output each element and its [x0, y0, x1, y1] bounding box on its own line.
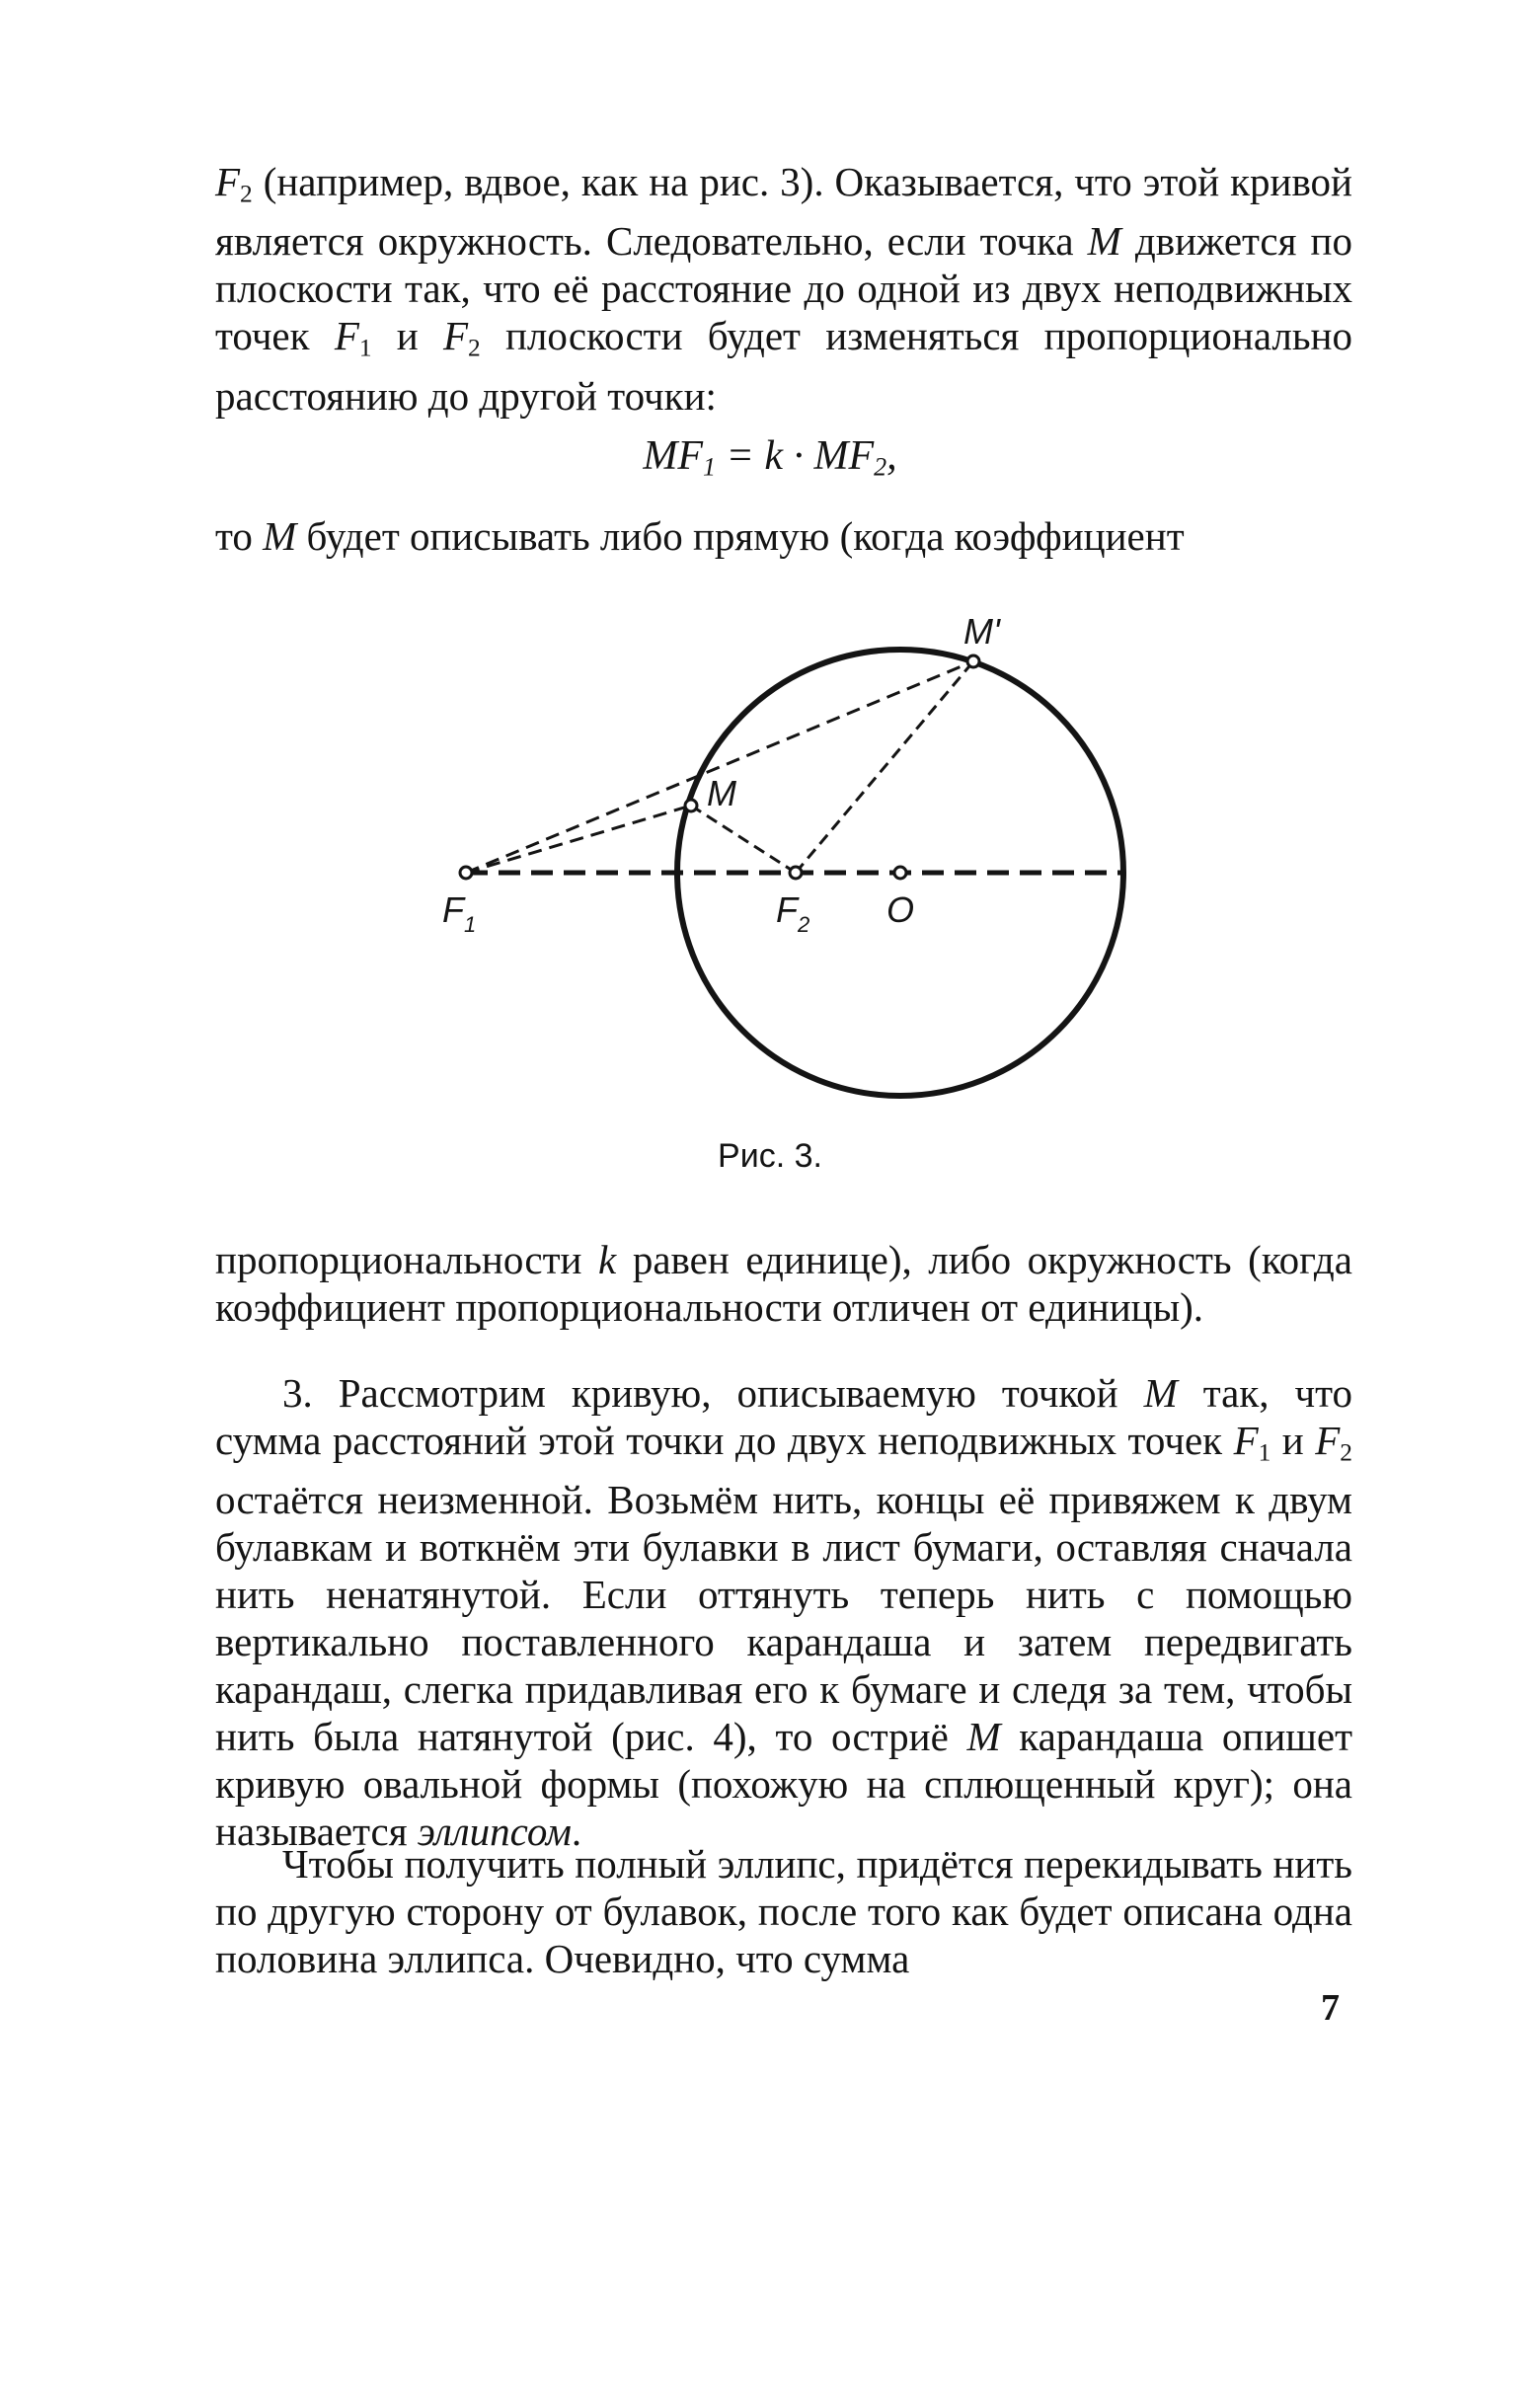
text: остаётся неизменной. Возьмём нить, концы её привяжем к двум булавкам и воткнём эти булавки в лист бумаги, оставляя сначала нить ненатянутой. Если оттянуть теперь нить с помощью вертикально поставленного карандаша и затем передвигать карандаш, слегка придавливая его к бумаге и следя за тем, чтобы нить была натянутой (рис. 4), то остриё: [215, 1477, 1352, 1760]
text: и: [371, 313, 443, 359]
formula-part: = k · MF: [716, 433, 875, 479]
page-number: 7: [1321, 1987, 1340, 2029]
sub: 2: [1340, 1438, 1352, 1467]
point-o: [894, 867, 906, 879]
text: будет описывать либо прямую (когда коэффициент: [296, 513, 1185, 559]
label-o: O: [886, 889, 915, 930]
text: так, что сумма расстояний этой точки до двух неподвижных точек: [215, 1370, 1352, 1463]
var-f: F: [334, 313, 359, 359]
var-k: k: [598, 1237, 617, 1282]
sub: 1: [703, 452, 717, 482]
var-f: F: [1233, 1418, 1259, 1463]
line-m-f2: [691, 806, 796, 873]
point-f1: [460, 867, 472, 879]
line-f1-mprime: [466, 661, 973, 873]
text: движется по плоскости так, что её расстояние до одной из двух неподвижных точек: [215, 218, 1352, 359]
sub: 1: [1258, 1438, 1271, 1467]
label-m-prime: M': [963, 611, 1000, 652]
label-m: M: [707, 773, 736, 813]
paragraph-5: [215, 1840, 1352, 1982]
var-f: F: [1315, 1418, 1341, 1463]
figure-3-diagram: [0, 0, 1540, 1125]
point-mprime: [967, 655, 979, 667]
sub: 2: [468, 334, 481, 362]
term-ellipse: эллипсом: [417, 1809, 572, 1855]
var-m: M: [263, 513, 297, 559]
paragraph-3: [215, 1236, 1352, 1331]
text: карандаша опишет кривую овальной формы (похожую на сплющенный круг); она называется: [215, 1714, 1352, 1855]
var-m: M: [1087, 218, 1121, 265]
figure-caption: Рис. 3.: [718, 1137, 822, 1175]
point-f2: [790, 867, 802, 879]
sub: 2: [874, 452, 887, 482]
text: плоскости будет изменяться пропорционально расстоянию до другой точки:: [215, 313, 1352, 419]
point-m: [685, 800, 697, 811]
sub: 1: [358, 334, 372, 362]
text: 3. Рассмотрим кривую, описываемую точкой: [282, 1370, 1144, 1416]
label-f1-sub: 1: [464, 912, 477, 937]
line-f2-mprime: [796, 661, 973, 873]
var-m: M: [1143, 1370, 1178, 1416]
line-f1-m: [466, 806, 691, 873]
paragraph-4: [215, 1369, 1352, 1855]
var-f: F: [443, 313, 469, 359]
formula-part: MF: [643, 433, 703, 479]
var-m: M: [966, 1714, 1001, 1760]
var-f: F: [215, 159, 241, 204]
label-f2: F: [776, 889, 798, 930]
text: .: [571, 1809, 582, 1855]
text: равен единице), либо окружность (когда коэффициент пропорциональности отличен от единицы).: [215, 1237, 1352, 1330]
formula-part: ,: [886, 433, 897, 479]
text: и: [1270, 1418, 1316, 1463]
text: то: [215, 513, 264, 559]
label-f2-sub: 2: [798, 912, 810, 937]
text: пропорциональности: [215, 1237, 599, 1282]
label-f1: F: [442, 889, 464, 930]
text: Чтобы получить полный эллипс, придётся перекидывать нить по другую сторону от булавок, после того как будет описана одна половина эллипса. Очевидно, что сумма: [215, 1841, 1352, 1981]
text: (например, вдвое, как на рис. 3). Оказывается, что этой кривой является окружность. Следовательно, если точка: [215, 159, 1352, 265]
sub: 2: [240, 180, 253, 208]
